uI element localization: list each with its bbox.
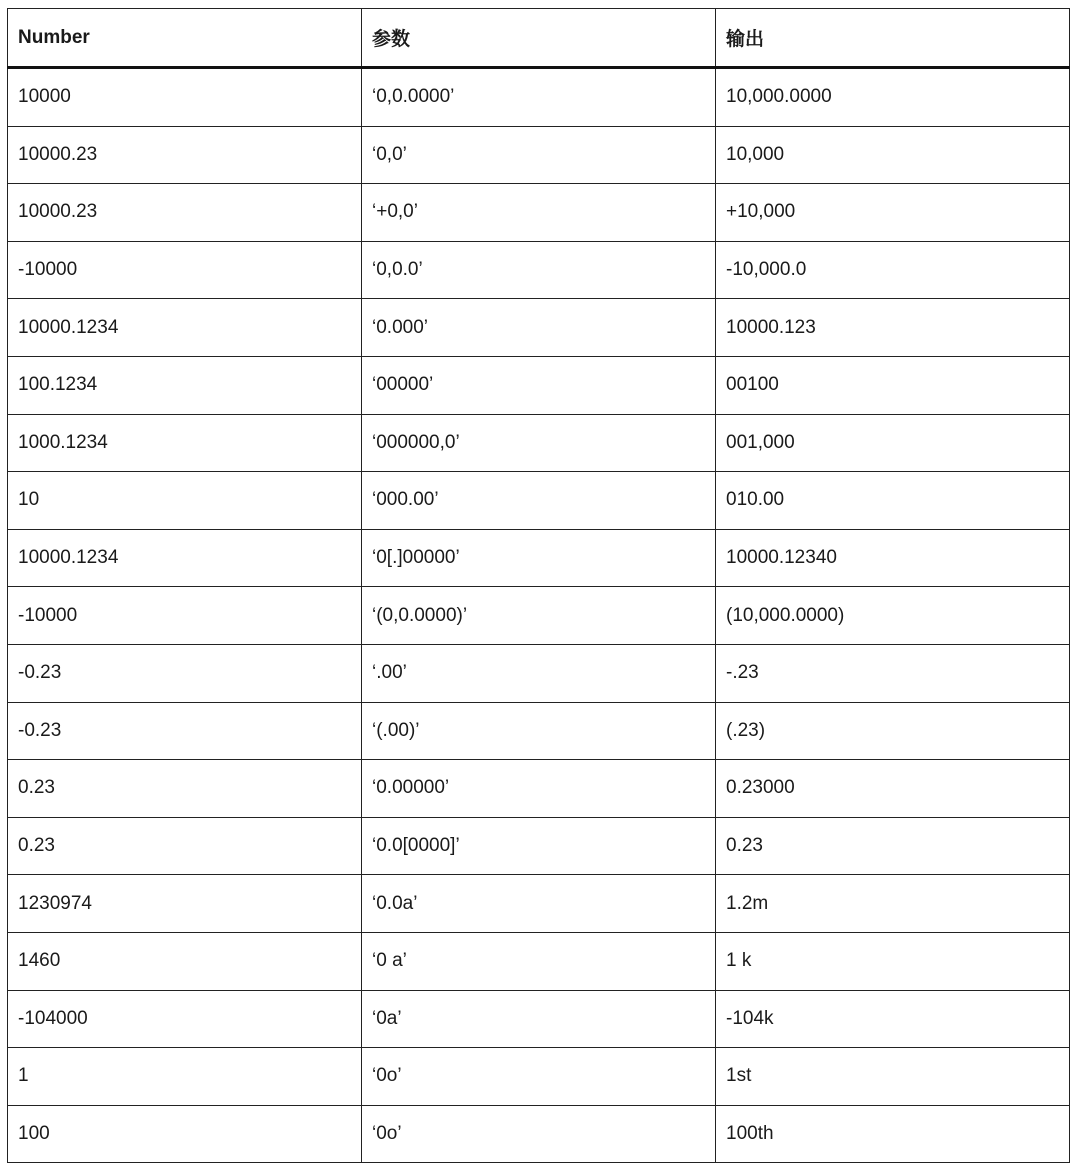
- cell-output: 001,000: [716, 414, 1070, 472]
- cell-number: 1000.1234: [8, 414, 362, 472]
- cell-output: 10000.123: [716, 299, 1070, 357]
- table-row: [8, 875, 1070, 933]
- table-row: [8, 356, 1070, 414]
- cell-param: ‘0.0[0000]’: [362, 817, 716, 875]
- table-row: [8, 760, 1070, 818]
- cell-number: 100: [8, 1105, 362, 1163]
- cell-param: ‘0,0.0000’: [362, 68, 716, 127]
- table-row: [8, 817, 1070, 875]
- table-header-row: [8, 9, 1070, 68]
- table-row: [8, 414, 1070, 472]
- cell-number: -0.23: [8, 702, 362, 760]
- cell-number: 0.23: [8, 760, 362, 818]
- format-table-container: [7, 8, 1069, 1163]
- table-row: [8, 184, 1070, 242]
- cell-number: 0.23: [8, 817, 362, 875]
- cell-number: 100.1234: [8, 356, 362, 414]
- cell-output: 10,000: [716, 126, 1070, 184]
- cell-number: 10000: [8, 68, 362, 127]
- table-row: [8, 126, 1070, 184]
- cell-output: 0.23000: [716, 760, 1070, 818]
- cell-number: 1460: [8, 932, 362, 990]
- cell-number: 10000.23: [8, 184, 362, 242]
- table-row: [8, 1105, 1070, 1163]
- cell-output: (.23): [716, 702, 1070, 760]
- cell-number: 10000.1234: [8, 529, 362, 587]
- table-row: [8, 702, 1070, 760]
- cell-number: 10: [8, 472, 362, 530]
- header-output: 输出: [716, 9, 1070, 68]
- cell-output: 1 k: [716, 932, 1070, 990]
- cell-output: 10000.12340: [716, 529, 1070, 587]
- cell-number: -10000: [8, 241, 362, 299]
- cell-output: 0.23: [716, 817, 1070, 875]
- table-row: [8, 932, 1070, 990]
- cell-param: ‘(0,0.0000)’: [362, 587, 716, 645]
- cell-number: -104000: [8, 990, 362, 1048]
- cell-output: 100th: [716, 1105, 1070, 1163]
- cell-param: ‘0[.]00000’: [362, 529, 716, 587]
- cell-param: ‘000000,0’: [362, 414, 716, 472]
- cell-param: ‘000.00’: [362, 472, 716, 530]
- cell-param: ‘0.000’: [362, 299, 716, 357]
- cell-number: -10000: [8, 587, 362, 645]
- cell-number: 10000.1234: [8, 299, 362, 357]
- cell-param: ‘0,0’: [362, 126, 716, 184]
- cell-output: (10,000.0000): [716, 587, 1070, 645]
- cell-output: 1.2m: [716, 875, 1070, 933]
- cell-output: 1st: [716, 1048, 1070, 1106]
- cell-number: 1230974: [8, 875, 362, 933]
- cell-number: 10000.23: [8, 126, 362, 184]
- header-number: Number: [8, 9, 362, 68]
- table-row: [8, 1048, 1070, 1106]
- table-row: [8, 241, 1070, 299]
- table-row: [8, 472, 1070, 530]
- table-row: [8, 529, 1070, 587]
- table-row: [8, 990, 1070, 1048]
- cell-param: ‘0o’: [362, 1105, 716, 1163]
- number-format-table: [7, 8, 1070, 1163]
- cell-output: -10,000.0: [716, 241, 1070, 299]
- cell-output: +10,000: [716, 184, 1070, 242]
- cell-param: ‘00000’: [362, 356, 716, 414]
- cell-param: ‘0.0a’: [362, 875, 716, 933]
- table-row: [8, 644, 1070, 702]
- header-param: 参数: [362, 9, 716, 68]
- cell-output: 010.00: [716, 472, 1070, 530]
- cell-output: -.23: [716, 644, 1070, 702]
- cell-param: ‘0,0.0’: [362, 241, 716, 299]
- table-row: [8, 68, 1070, 127]
- cell-output: -104k: [716, 990, 1070, 1048]
- table-row: [8, 587, 1070, 645]
- cell-param: ‘0o’: [362, 1048, 716, 1106]
- cell-param: ‘0 a’: [362, 932, 716, 990]
- cell-param: ‘(.00)’: [362, 702, 716, 760]
- cell-param: ‘+0,0’: [362, 184, 716, 242]
- cell-number: -0.23: [8, 644, 362, 702]
- cell-param: ‘.00’: [362, 644, 716, 702]
- table-row: [8, 299, 1070, 357]
- cell-number: 1: [8, 1048, 362, 1106]
- cell-param: ‘0a’: [362, 990, 716, 1048]
- cell-param: ‘0.00000’: [362, 760, 716, 818]
- cell-output: 00100: [716, 356, 1070, 414]
- cell-output: 10,000.0000: [716, 68, 1070, 127]
